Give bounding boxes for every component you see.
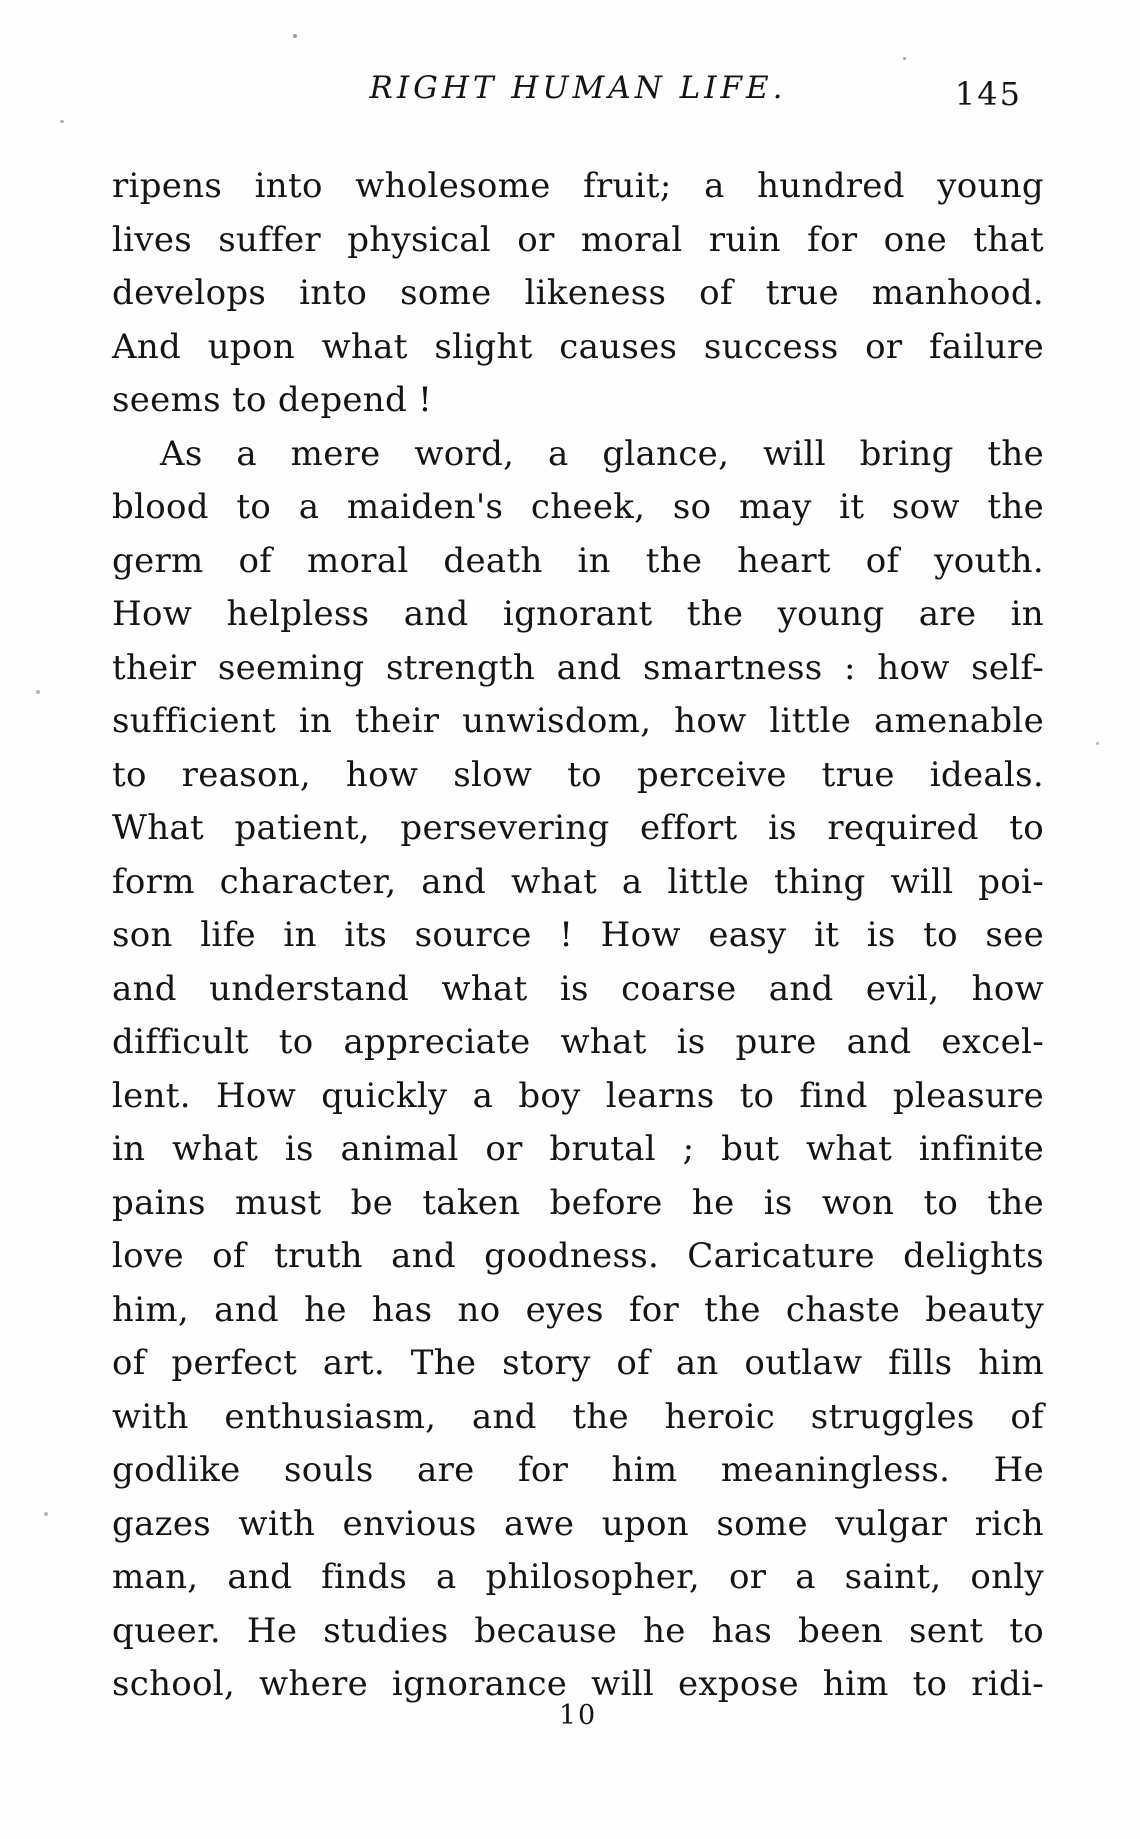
scan-speck	[60, 120, 64, 123]
text-line: And upon what slight causes success or failure	[112, 326, 1044, 367]
text-line: develops into some likeness of true manhood.	[112, 273, 1044, 313]
scan-speck	[903, 57, 906, 60]
text-line: ripens into wholesome fruit; a hundred young	[112, 166, 1044, 206]
text-line: germ of moral death in the heart of youth.	[112, 540, 1044, 581]
signature-mark: 10	[558, 1700, 598, 1731]
text-line: and understand what is coarse and evil, how	[112, 968, 1044, 1009]
text-line: with enthusiasm, and the heroic struggles of	[112, 1396, 1044, 1437]
page-number: 145	[954, 75, 1022, 113]
text-line: man, and finds a philosopher, or a saint, only	[112, 1557, 1044, 1597]
text-line: gazes with envious awe upon some vulgar rich	[112, 1503, 1044, 1544]
text-line: of perfect art. The story of an outlaw fills him	[112, 1343, 1044, 1383]
text-line: blood to a maiden's cheek, so may it sow the	[112, 487, 1044, 527]
text-line: to reason, how slow to perceive true ideals.	[112, 754, 1044, 795]
text-line: As a mere word, a glance, will bring the	[160, 433, 1044, 474]
text-line: godlike souls are for him meaningless. He	[112, 1450, 1044, 1490]
scan-speck	[36, 690, 40, 694]
text-line: sufficient in their unwisdom, how little amenable	[112, 701, 1044, 741]
text-line: seems to depend !	[112, 380, 433, 420]
scan-speck	[293, 34, 297, 38]
text-line: school, where ignorance will expose him to ridi-	[112, 1664, 1044, 1704]
text-line: their seeming strength and smartness : how self-	[112, 647, 1044, 688]
running-header	[112, 66, 1044, 113]
body-text	[112, 160, 1044, 1712]
text-line: lent. How quickly a boy learns to find pleasure	[112, 1075, 1044, 1116]
text-line: form character, and what a little thing will poi-	[112, 861, 1044, 902]
text-line: difficult to appreciate what is pure and excel-	[112, 1022, 1044, 1062]
text-line: queer. He studies because he has been sent to	[112, 1610, 1044, 1651]
text-line: in what is animal or brutal ; but what infinite	[112, 1129, 1044, 1169]
text-line: How helpless and ignorant the young are in	[112, 594, 1044, 634]
text-line: son life in its source ! How easy it is to see	[112, 915, 1044, 955]
text-line: What patient, persevering effort is required to	[112, 808, 1044, 848]
text-line: him, and he has no eyes for the chaste beauty	[112, 1289, 1044, 1330]
scan-speck	[1096, 742, 1099, 745]
text-line: love of truth and goodness. Caricature delights	[112, 1236, 1044, 1276]
text-line: pains must be taken before he is won to the	[112, 1182, 1044, 1223]
scan-speck	[44, 1512, 48, 1516]
running-header-title: RIGHT HUMAN LIFE.	[369, 70, 787, 106]
text-line: lives suffer physical or moral ruin for one that	[112, 219, 1044, 260]
